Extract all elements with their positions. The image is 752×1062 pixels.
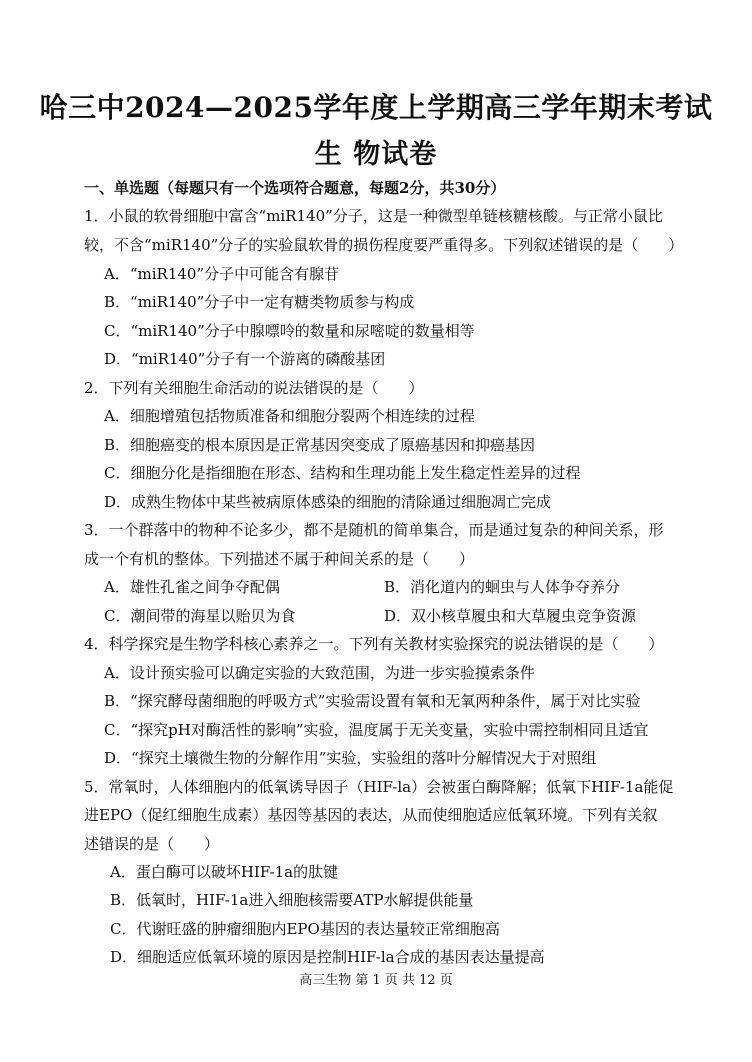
- section-heading: 一、单选题（每题只有一个选项符合题意，每题2分，共30分）: [84, 179, 506, 197]
- question-1-option-d: D．“miR140”分子有一个游离的磷酸基团: [104, 350, 386, 368]
- question-1-option-c: C．“miR140”分子中腺嘌呤的数量和尿嘧啶的数量相等: [104, 322, 475, 340]
- question-5-option-b: B．低氧时，HIF-1a进入细胞核需要ATP水解提供能量: [110, 891, 474, 909]
- question-4-option-d: D．“探究土壤微生物的分解作用”实验，实验组的落叶分解情况大于对照组: [104, 749, 597, 767]
- question-2-option-d: D．成熟生物体中某些被病原体感染的细胞的清除通过细胞凋亡完成: [104, 493, 552, 511]
- question-1-option-a: A．“miR140”分子中可能含有腺苷: [104, 265, 340, 283]
- question-3-line-2: 成一个有机的整体。下列描述不属于种间关系的是（ ）: [84, 550, 475, 568]
- question-4-option-b: B．“探究酵母菌细胞的呼吸方式”实验需设置有氧和无氧两种条件，属于对比实验: [104, 692, 641, 710]
- page-footer: 高三生物 第 1 页 共 12 页: [299, 973, 453, 988]
- question-2-option-c: C．细胞分化是指细胞在形态、结构和生理功能上发生稳定性差异的过程: [104, 464, 581, 482]
- question-1-option-b: B．“miR140”分子中一定有糖类物质参与构成: [104, 293, 415, 311]
- question-3-option-c: C．潮间带的海星以贻贝为食: [104, 607, 296, 625]
- question-1-line-2: 较，不含“miR140”分子的实验鼠软骨的损伤程度要严重得多。下列叙述错误的是（ ）: [84, 236, 684, 254]
- question-4-option-a: A．设计预实验可以确定实验的大致范围，为进一步实验摸索条件: [104, 664, 535, 682]
- question-4-line-1: 4．科学探究是生物学科核心素养之一。下列有关教材实验探究的说法错误的是（ ）: [84, 635, 664, 653]
- question-3-option-a: A．雄性孔雀之间争夺配偶: [104, 578, 280, 596]
- question-5-line-2: 进EPO（促红细胞生成素）基因等基因的表达，从而使细胞适应低氧环境。下列有关叙: [84, 806, 658, 824]
- question-2-option-b: B．细胞癌变的根本原因是正常基因突变成了原癌基因和抑癌基因: [104, 436, 536, 454]
- question-5-option-c: C．代谢旺盛的肿瘤细胞内EPO基因的表达量较正常细胞高: [110, 920, 500, 938]
- question-5-line-1: 5．常氧时，人体细胞内的低氧诱导因子（HIF-la）会被蛋白酶降解；低氧下HIF-1a能促: [84, 778, 674, 796]
- question-3-option-b: B．消化道内的蛔虫与人体争夺养分: [384, 578, 621, 596]
- question-1-line-1: 1．小鼠的软骨细胞中富含“miR140”分子，这是一种微型单链核糖核酸。与正常小鼠比: [84, 207, 663, 225]
- exam-subtitle: 生 物试卷: [314, 139, 438, 170]
- question-3-option-d: D．双小核草履虫和大草履虫竞争资源: [384, 607, 637, 625]
- question-5-option-a: A．蛋白酶可以破坏HIF-1a的肽键: [110, 863, 339, 881]
- question-4-option-c: C．“探究pH对酶活性的影响”实验，温度属于无关变量，实验中需控制相同且适宜: [104, 721, 649, 739]
- question-2-line-1: 2．下列有关细胞生命活动的说法错误的是（ ）: [84, 379, 424, 397]
- question-3-line-1: 3．一个群落中的物种不论多少，都不是随机的简单集合，而是通过复杂的种间关系，形: [84, 521, 664, 539]
- question-5-option-d: D．细胞适应低氧环境的原因是控制HIF-la合成的基因表达量提高: [110, 948, 545, 966]
- exam-title: 哈三中2024—2025学年度上学期高三学年期末考试: [39, 91, 713, 124]
- question-2-option-a: A．细胞增殖包括物质准备和细胞分裂两个相连续的过程: [104, 407, 475, 425]
- question-5-line-3: 述错误的是（ ）: [84, 835, 220, 853]
